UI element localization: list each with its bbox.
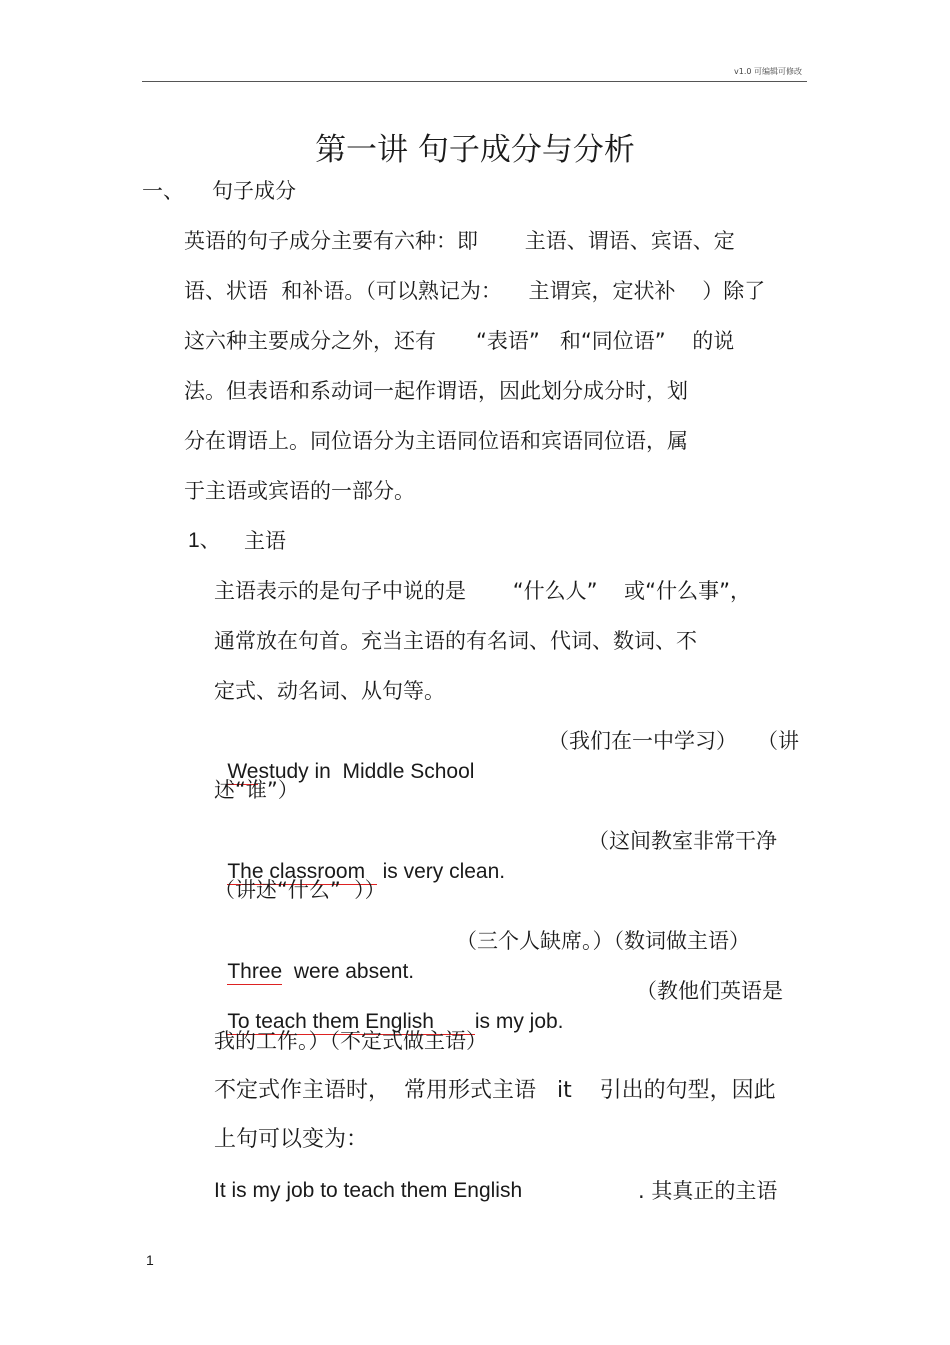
example-4-gloss: （教他们英语是 xyxy=(636,979,783,1003)
example-2-subject: The classroom xyxy=(227,857,376,887)
example-1-gloss: （我们在一中学习） （讲 xyxy=(548,729,800,753)
section-number: 一、 xyxy=(142,179,184,203)
example-2-gloss: （这间教室非常干净 xyxy=(588,829,777,853)
example-2-rest: is very clean. xyxy=(376,860,506,883)
example-3-rest: were absent. xyxy=(282,960,415,983)
last-line-chinese: . 其真正的主语 xyxy=(638,1179,778,1203)
note-line-1: 不定式作主语时， 常用形式主语 it 引出的句型，因此 xyxy=(214,1078,776,1103)
example-2-cont: （讲述“什么” ）） xyxy=(214,878,386,902)
intro-line-1: 英语的句子成分主要有六种：即 主语、谓语、宾语、定 xyxy=(184,229,735,253)
example-4-rest: is my job. xyxy=(474,1010,564,1033)
example-1-rest: study in Middle School xyxy=(258,760,475,783)
intro-line-3: 这六种主要成分之外，还有 “表语” 和“同位语” 的说 xyxy=(184,329,735,353)
example-3-subject: Three xyxy=(227,957,282,987)
intro-line-2: 语、状语 和补语。（可以熟记为： 主谓宾，定状补 ）除了 xyxy=(184,279,766,303)
subsection-number: 1、 xyxy=(188,529,221,552)
subject-def-line-3: 定式、动名词、从句等。 xyxy=(214,679,445,703)
header-note: v1.0 可编辑可修改 xyxy=(734,67,802,76)
page-title: 第一讲 句子成分与分析 xyxy=(315,132,635,168)
subject-def-line-2: 通常放在句首。充当主语的有名词、代词、数词、不 xyxy=(214,629,697,653)
page-number: 1 xyxy=(146,1252,154,1268)
subject-def-line-1: 主语表示的是句子中说的是 “什么人” 或“什么事”， xyxy=(214,579,751,603)
header-rule xyxy=(142,81,807,82)
example-4-cont: 我的工作。）（不定式做主语） xyxy=(214,1029,487,1053)
note-line-2: 上句可以变为： xyxy=(214,1127,369,1152)
example-1-cont: 述“谁”） xyxy=(214,778,299,802)
intro-line-5: 分在谓语上。同位语分为主语同位语和宾语同位语，属 xyxy=(184,429,688,453)
last-line-english: It is my job to teach them English xyxy=(214,1179,523,1202)
example-1-subject: We xyxy=(227,757,258,787)
example-3-gloss: （三个人缺席。）（数词做主语） xyxy=(456,929,750,953)
intro-line-6: 于主语或宾语的一部分。 xyxy=(184,479,415,503)
subsection-title: 主语 xyxy=(244,529,286,553)
intro-line-4: 法。但表语和系动词一起作谓语，因此划分成分时，划 xyxy=(184,379,688,403)
section-title: 句子成分 xyxy=(212,179,296,203)
example-4-subject: To teach them English xyxy=(227,1007,474,1037)
